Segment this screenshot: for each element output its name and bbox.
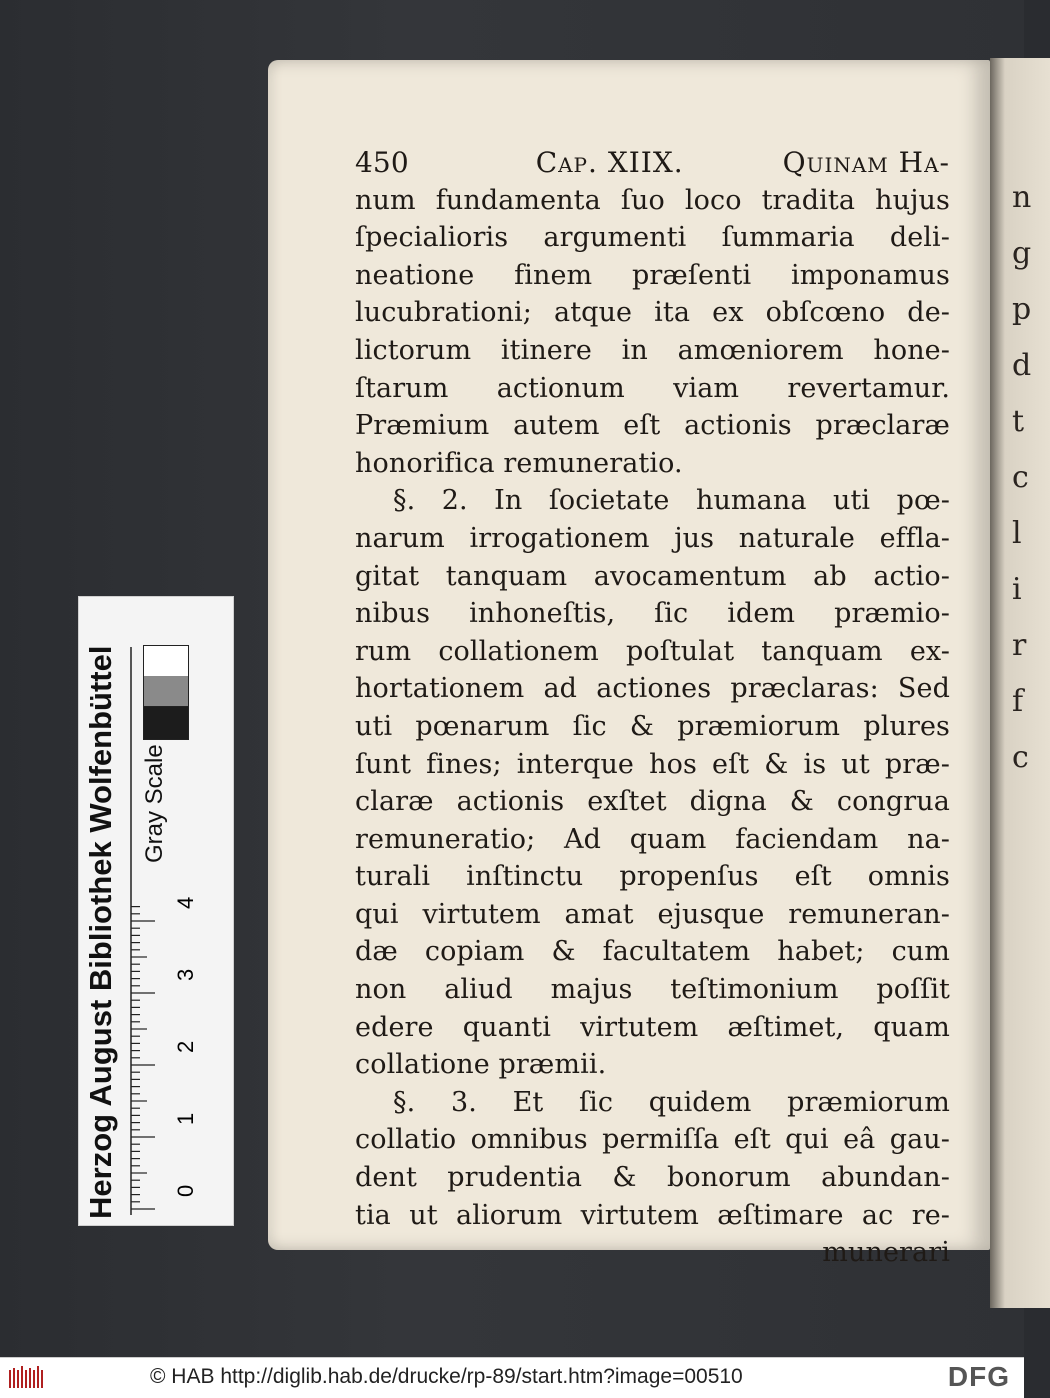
ruler-tick-label: 1 (173, 1112, 198, 1125)
text-line: nibus inhoneſtis, ſic idem præmio- (355, 598, 950, 630)
text-line: remuneratio; Ad quam faciendam na- (355, 823, 950, 855)
text-line: non aliud majus teſtimonium poſſit (355, 974, 950, 1006)
ruler-tick-label: 2 (173, 1040, 198, 1053)
header-chapter: Cap. XIIX. (535, 146, 684, 179)
ruler-scale-label: Gray Scale (141, 744, 168, 863)
gray-scale-ruler (78, 596, 234, 1226)
text-line: neatione finem præſenti imponamus (355, 259, 950, 291)
text-line: Præmium autem eſt actionis præclaræ (355, 410, 950, 442)
text-line: dent prudentia & bonorum abundan- (355, 1162, 950, 1194)
ruler-tick-label: 4 (173, 896, 198, 909)
text-line: num fundamenta ſuo loco tradita hujus (355, 184, 950, 216)
text-line: turali inſtinctu propenſus eſt omnis (355, 861, 950, 893)
text-line: tia ut aliorum virtutem æſtimare ac re- (355, 1199, 950, 1231)
catchword: munerari (822, 1237, 950, 1269)
text-line: ſunt fines; interque hos eſt & is ut præ- (355, 748, 950, 780)
text-line: claræ actionis exſtet digna & congrua (355, 786, 950, 818)
text-line: lictorum itinere in amœniorem hone- (355, 334, 950, 366)
footer-bar (0, 1357, 1024, 1398)
ruler-tick-label: 3 (173, 968, 198, 981)
text-line: gitat tanquam avocamentum ab actio- (355, 560, 950, 592)
page-number: 450 (355, 146, 409, 179)
dfg-logo: DFG (947, 1361, 1010, 1392)
text-line: dæ copiam & facultatem habet; cum (355, 936, 950, 968)
text-line: lucubrationi; atque ita ex obſcœno de- (355, 297, 950, 329)
facing-page-fragment: n g p d t c l i r f c (1012, 180, 1032, 775)
text-line: hortationem ad actiones præclaras: Sed (355, 673, 950, 705)
text-line: edere quanti virtutem æſtimet, quam (355, 1011, 950, 1043)
ruler-tick-label: 0 (173, 1184, 198, 1197)
hab-logo-icon (8, 1366, 48, 1390)
text-line: collatio omnibus permiſſa eſt qui eâ gau- (355, 1124, 950, 1156)
section-start-line: §. 3. Et ſic quidem præmiorum (393, 1086, 950, 1118)
text-line: ſpecialioris argumenti ſummaria deli- (355, 222, 950, 254)
copyright-credit: © HAB http://diglib.hab.de/drucke/rp-89/start.htm?image=00510 (150, 1365, 743, 1388)
text-line: narum irrogationem jus naturale effla- (355, 522, 950, 554)
gray-swatch-black (143, 707, 189, 740)
text-line: collatione præmii. (355, 1049, 607, 1081)
text-line: rum collationem poſtulat tanquam ex- (355, 635, 950, 667)
text-line: ſtarum actionum viam revertamur. (355, 372, 950, 404)
text-line: uti pœnarum ſic & præmiorum plures (355, 710, 950, 742)
gray-swatch-mid (143, 676, 189, 707)
section-start-line: §. 2. In ſocietate humana uti pœ- (393, 485, 950, 517)
ruler-institution-label: Herzog August Bibliothek Wolfenbüttel (83, 645, 118, 1219)
page-text (355, 144, 950, 1272)
header-title: Quinam Ha- (782, 146, 950, 179)
text-line: honorifica remuneratio. (355, 447, 683, 479)
text-line: qui virtutem amat ejusque remuneran- (355, 898, 950, 930)
gray-swatch-white (143, 645, 189, 677)
running-header (355, 144, 950, 182)
